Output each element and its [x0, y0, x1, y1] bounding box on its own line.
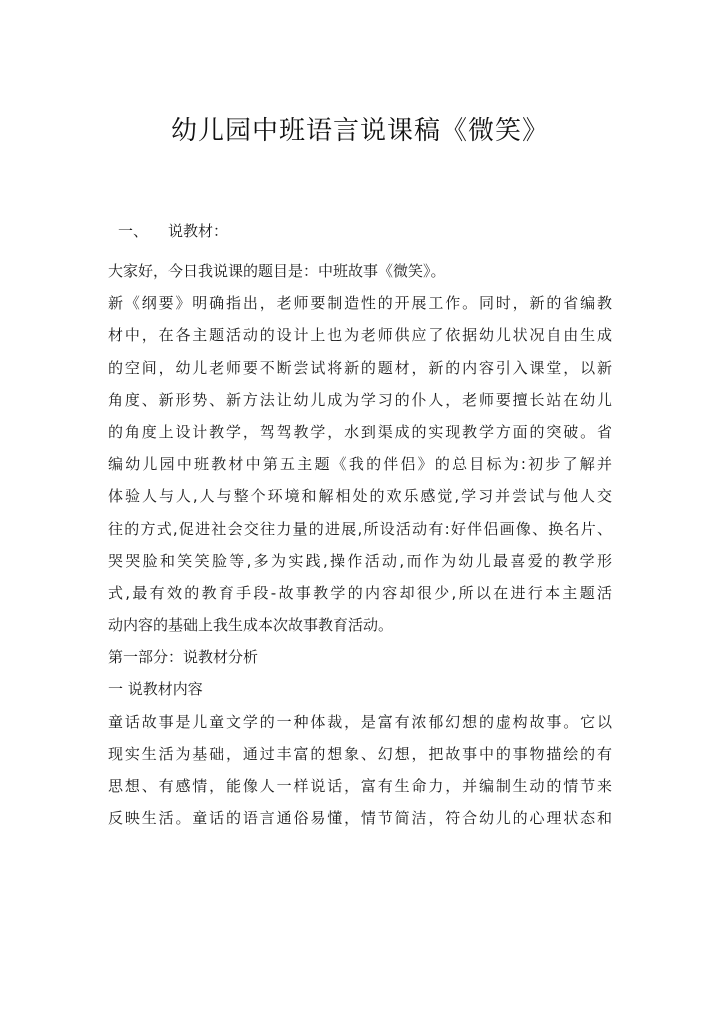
- paragraph-line: 哭哭脸和笑笑脸等,多为实践,操作活动,而作为幼儿最喜爱的教学形: [108, 551, 612, 570]
- page-title: 幼儿园中班语言说课稿《微笑》: [170, 116, 549, 146]
- body-text: [108, 255, 612, 834]
- subsection-heading: 一 说教材内容: [108, 680, 203, 699]
- paragraph-line: 的角度上设计教学，驾驾教学，水到渠成的实现教学方面的突破。省: [108, 422, 612, 441]
- paragraph-line: 童话故事是儿童文学的一种体裁，是富有浓郁幻想的虚构故事。它以: [108, 712, 612, 731]
- section-number: 一、: [118, 222, 149, 240]
- subsection-heading: 第一部分：说教材分析: [108, 648, 259, 667]
- paragraph-line: 大家好，今日我说课的题目是：中班故事《微笑》。: [108, 262, 446, 280]
- paragraph-line: 思想、有感情，能像人一样说话，富有生命力，并编制生动的情节来: [108, 777, 612, 795]
- paragraph-line: 的空间，幼儿老师要不断尝试将新的题材，新的内容引入课堂，以新: [108, 358, 612, 377]
- paragraph-line: 式,最有效的教育手段-故事教学的内容却很少,所以在进行本主题活: [108, 583, 612, 602]
- paragraph-line: 编幼儿园中班教材中第五主题《我的伴侣》的总目标为:初步了解并: [108, 455, 612, 474]
- section-heading: [118, 219, 228, 243]
- paragraph-line: 现实生活为基础，通过丰富的想象、幻想，把故事中的事物描绘的有: [108, 744, 612, 763]
- paragraph-line: 动内容的基础上我生成本次故事教育活动。: [108, 616, 394, 635]
- paragraph-line: 体验人与人,人与整个环境和解相处的欢乐感觉,学习并尝试与他人交: [108, 487, 612, 506]
- paragraph-line: 材中，在各主题活动的设计上也为老师供应了依据幼儿状况自由生成: [108, 326, 612, 345]
- paragraph-line: 角度、新形势、新方法让幼儿成为学习的仆人，老师要擅长站在幼儿: [108, 390, 612, 409]
- section-label: 说教材：: [168, 222, 229, 240]
- paragraph-line: 新《纲要》明确指出，老师要制造性的开展工作。同时，新的省编教: [108, 294, 612, 313]
- paragraph-line: 反映生活。童话的语言通俗易懂，情节简洁，符合幼儿的心理状态和: [108, 809, 612, 828]
- paragraph-line: 往的方式,促进社会交往力量的进展,所设活动有:好伴侣画像、换名片、: [108, 519, 612, 538]
